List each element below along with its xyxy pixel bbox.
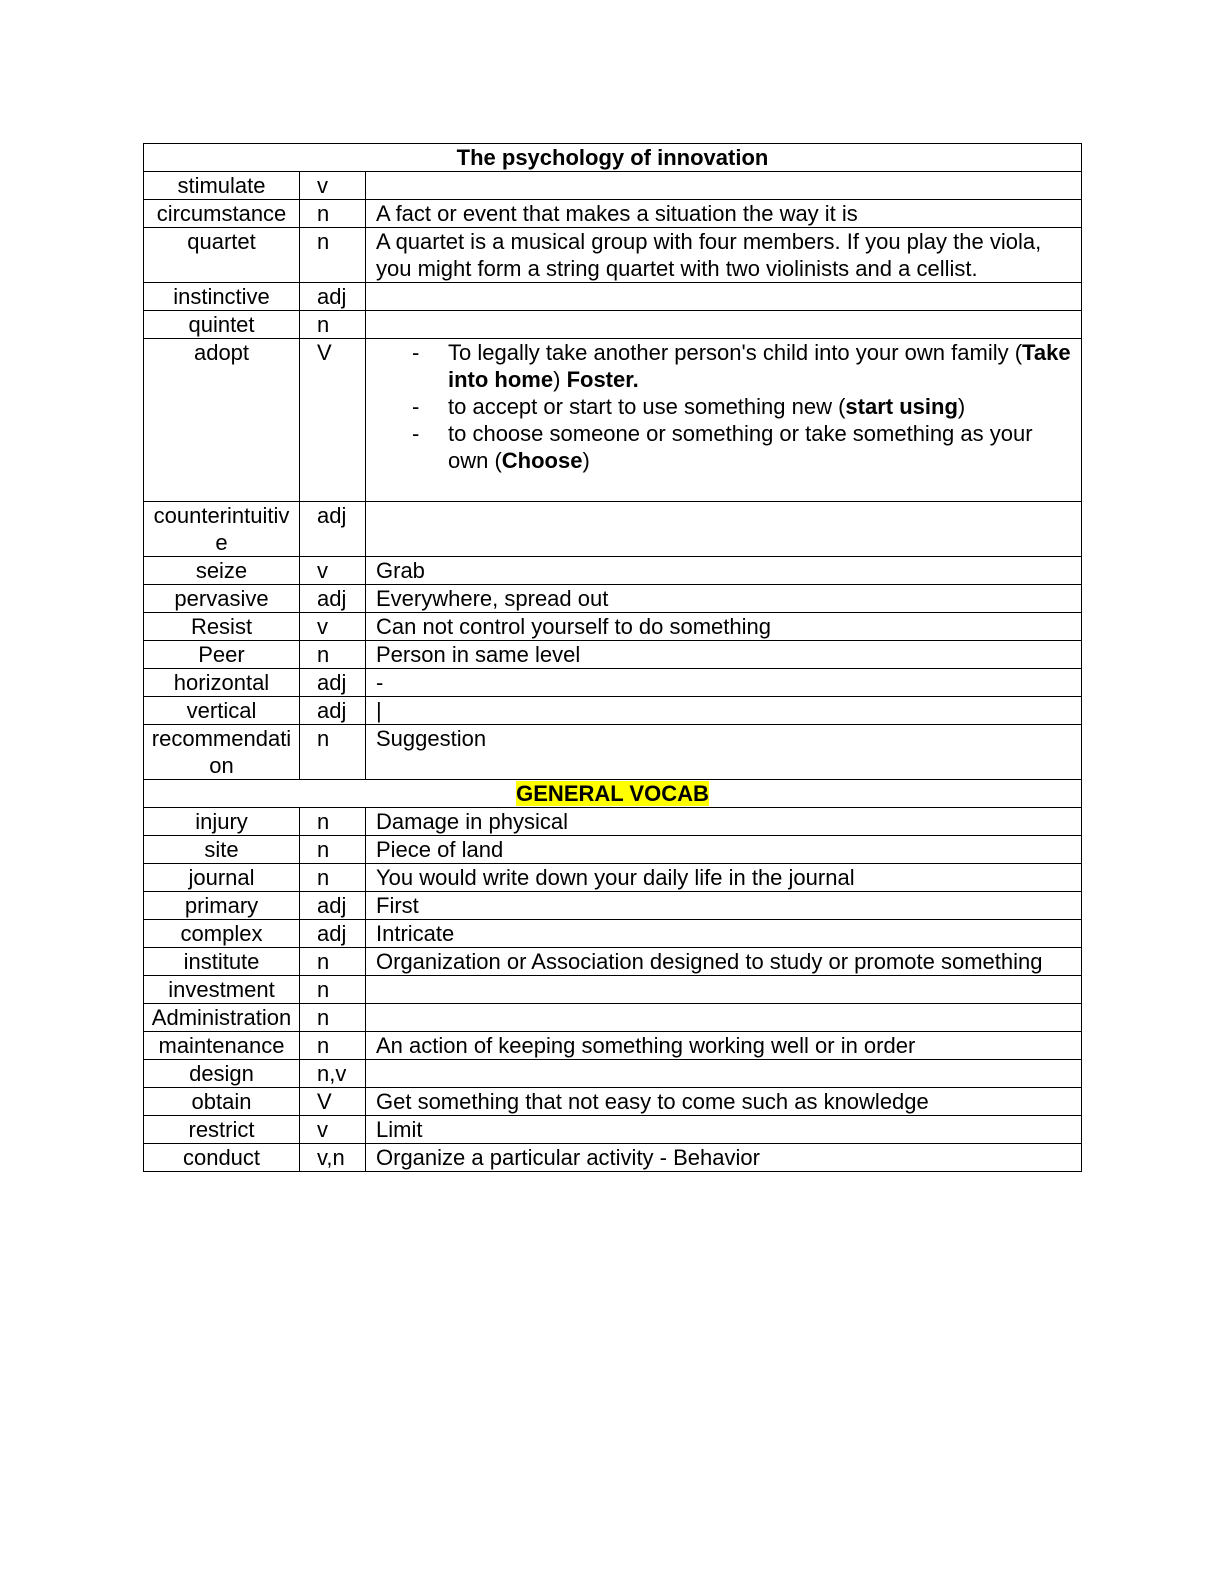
definition-text: ) bbox=[553, 367, 567, 392]
vocab-word: restrict bbox=[144, 1116, 300, 1144]
vocab-word: Resist bbox=[144, 613, 300, 641]
definition-list-item bbox=[376, 339, 1071, 393]
vocab-word: instinctive bbox=[144, 283, 300, 311]
definition-text: to choose someone or something or take something as your own ( bbox=[448, 421, 1033, 473]
vocab-part-of-speech: V bbox=[300, 339, 366, 502]
vocab-row bbox=[144, 557, 1082, 585]
vocab-part-of-speech: v bbox=[300, 613, 366, 641]
definition-bold-text: Take into home bbox=[448, 340, 1071, 392]
vocab-row bbox=[144, 585, 1082, 613]
vocab-word: stimulate bbox=[144, 172, 300, 200]
vocab-row bbox=[144, 1088, 1082, 1116]
section-title-cell bbox=[144, 780, 1082, 808]
vocab-part-of-speech: adj bbox=[300, 892, 366, 920]
vocab-word: horizontal bbox=[144, 669, 300, 697]
vocab-definition: - bbox=[366, 669, 1082, 697]
vocab-definition: Limit bbox=[366, 1116, 1082, 1144]
section-title: The psychology of innovation bbox=[144, 144, 1082, 172]
vocab-part-of-speech: adj bbox=[300, 283, 366, 311]
vocab-row bbox=[144, 1116, 1082, 1144]
vocab-part-of-speech: n bbox=[300, 948, 366, 976]
vocab-definition: | bbox=[366, 697, 1082, 725]
vocab-part-of-speech: adj bbox=[300, 585, 366, 613]
vocab-part-of-speech: n bbox=[300, 311, 366, 339]
vocab-part-of-speech: n bbox=[300, 725, 366, 780]
vocab-part-of-speech: n bbox=[300, 864, 366, 892]
vocab-table-body bbox=[144, 144, 1082, 1172]
vocab-row bbox=[144, 669, 1082, 697]
definition-text: To legally take another person's child into your own family ( bbox=[448, 340, 1023, 365]
vocab-definition: A fact or event that makes a situation the way it is bbox=[366, 200, 1082, 228]
vocab-word: counterintuitive bbox=[144, 502, 300, 557]
vocab-part-of-speech: n,v bbox=[300, 1060, 366, 1088]
vocab-row bbox=[144, 697, 1082, 725]
vocab-definition: You would write down your daily life in the journal bbox=[366, 864, 1082, 892]
vocab-word: quartet bbox=[144, 228, 300, 283]
vocab-definition: Piece of land bbox=[366, 836, 1082, 864]
vocab-part-of-speech: adj bbox=[300, 697, 366, 725]
vocab-definition bbox=[366, 283, 1082, 311]
vocab-row bbox=[144, 1060, 1082, 1088]
vocab-row bbox=[144, 200, 1082, 228]
vocab-row bbox=[144, 1144, 1082, 1172]
vocab-word: pervasive bbox=[144, 585, 300, 613]
vocab-row bbox=[144, 1032, 1082, 1060]
list-dash-marker: - bbox=[412, 340, 420, 365]
vocab-part-of-speech: n bbox=[300, 228, 366, 283]
vocab-row bbox=[144, 311, 1082, 339]
vocab-part-of-speech: adj bbox=[300, 669, 366, 697]
vocab-word: Peer bbox=[144, 641, 300, 669]
vocab-row bbox=[144, 808, 1082, 836]
vocab-row bbox=[144, 502, 1082, 557]
vocab-definition: Get something that not easy to come such as knowledge bbox=[366, 1088, 1082, 1116]
vocab-definition: Damage in physical bbox=[366, 808, 1082, 836]
vocab-definition: Organize a particular activity - Behavior bbox=[366, 1144, 1082, 1172]
vocab-definition bbox=[366, 502, 1082, 557]
vocab-row bbox=[144, 339, 1082, 502]
vocab-definition bbox=[366, 339, 1082, 502]
vocab-part-of-speech: n bbox=[300, 641, 366, 669]
vocab-word: site bbox=[144, 836, 300, 864]
vocab-part-of-speech: adj bbox=[300, 502, 366, 557]
vocab-word: obtain bbox=[144, 1088, 300, 1116]
list-dash-marker: - bbox=[412, 394, 420, 419]
vocab-part-of-speech: n bbox=[300, 200, 366, 228]
vocab-definition bbox=[366, 976, 1082, 1004]
vocab-word: institute bbox=[144, 948, 300, 976]
vocab-part-of-speech: V bbox=[300, 1088, 366, 1116]
vocab-definition: An action of keeping something working well or in order bbox=[366, 1032, 1082, 1060]
vocab-word: journal bbox=[144, 864, 300, 892]
vocab-part-of-speech: n bbox=[300, 1004, 366, 1032]
vocab-part-of-speech: n bbox=[300, 808, 366, 836]
vocab-row bbox=[144, 641, 1082, 669]
vocab-word: investment bbox=[144, 976, 300, 1004]
vocab-word: Administration bbox=[144, 1004, 300, 1032]
definition-list-item bbox=[376, 393, 1071, 420]
vocab-definition: Suggestion bbox=[366, 725, 1082, 780]
vocab-definition: First bbox=[366, 892, 1082, 920]
vocab-part-of-speech: v,n bbox=[300, 1144, 366, 1172]
definition-list-item bbox=[376, 420, 1071, 474]
vocab-word: conduct bbox=[144, 1144, 300, 1172]
vocab-word: primary bbox=[144, 892, 300, 920]
definition-text: to accept or start to use something new ( bbox=[448, 394, 846, 419]
vocab-definition: Intricate bbox=[366, 920, 1082, 948]
vocab-word: adopt bbox=[144, 339, 300, 502]
definition-bold-text: Foster. bbox=[566, 367, 639, 392]
vocab-row bbox=[144, 976, 1082, 1004]
vocab-row bbox=[144, 920, 1082, 948]
section-title: GENERAL VOCAB bbox=[516, 781, 709, 806]
vocab-row bbox=[144, 948, 1082, 976]
definition-text: ) bbox=[582, 448, 590, 473]
list-dash-marker: - bbox=[412, 421, 420, 446]
vocab-definition bbox=[366, 311, 1082, 339]
vocab-word: design bbox=[144, 1060, 300, 1088]
vocab-word: seize bbox=[144, 557, 300, 585]
vocab-part-of-speech: n bbox=[300, 836, 366, 864]
vocab-row bbox=[144, 864, 1082, 892]
vocab-definition: Everywhere, spread out bbox=[366, 585, 1082, 613]
vocab-row bbox=[144, 228, 1082, 283]
vocab-word: vertical bbox=[144, 697, 300, 725]
vocab-part-of-speech: v bbox=[300, 1116, 366, 1144]
vocab-definition: Organization or Association designed to study or promote something bbox=[366, 948, 1082, 976]
vocab-row bbox=[144, 1004, 1082, 1032]
vocab-definition: Person in same level bbox=[366, 641, 1082, 669]
vocab-part-of-speech: n bbox=[300, 1032, 366, 1060]
vocab-word: recommendation bbox=[144, 725, 300, 780]
vocab-word: circumstance bbox=[144, 200, 300, 228]
vocab-definition: Can not control yourself to do something bbox=[366, 613, 1082, 641]
vocab-definition bbox=[366, 1004, 1082, 1032]
vocab-word: injury bbox=[144, 808, 300, 836]
definition-bold-text: start using bbox=[845, 394, 958, 419]
definition-text: ) bbox=[957, 394, 966, 419]
vocab-word: maintenance bbox=[144, 1032, 300, 1060]
vocab-part-of-speech: n bbox=[300, 976, 366, 1004]
vocab-row bbox=[144, 892, 1082, 920]
vocab-part-of-speech: adj bbox=[300, 920, 366, 948]
vocab-part-of-speech: v bbox=[300, 172, 366, 200]
vocab-table bbox=[143, 143, 1082, 1172]
vocab-definition bbox=[366, 172, 1082, 200]
vocab-row bbox=[144, 172, 1082, 200]
vocab-word: complex bbox=[144, 920, 300, 948]
vocab-word: quintet bbox=[144, 311, 300, 339]
vocab-row bbox=[144, 836, 1082, 864]
definition-bold-text: Choose bbox=[501, 448, 583, 473]
vocab-row bbox=[144, 725, 1082, 780]
vocab-definition: A quartet is a musical group with four members. If you play the viola, you might form a string quartet with two violinists and a cellist. bbox=[366, 228, 1082, 283]
section-title-row bbox=[144, 144, 1082, 172]
definition-list bbox=[376, 339, 1071, 501]
vocab-part-of-speech: v bbox=[300, 557, 366, 585]
section-title-row bbox=[144, 780, 1082, 808]
vocab-row bbox=[144, 283, 1082, 311]
vocab-definition: Grab bbox=[366, 557, 1082, 585]
vocab-definition bbox=[366, 1060, 1082, 1088]
vocab-row bbox=[144, 613, 1082, 641]
